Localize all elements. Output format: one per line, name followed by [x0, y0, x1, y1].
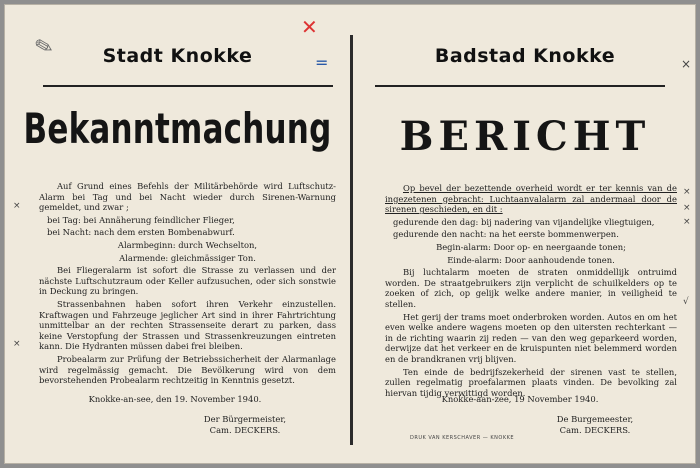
- paragraph: Strassenbahnen haben sofort ihren Verkehr einzustellen. Kraftwagen und Fahrzeuge jeglicher Art sind in ihrer Fahrtrichtung unmittelbar an der rechten Strassenseite derart zu parken, dass keine Verstopfung der Strassen und Strassenkreuzungen eintreten kann. Die Hydranten müssen dabei frei bleiben.: [39, 298, 336, 352]
- poster: [4, 4, 696, 464]
- margin-cross-icon: ×: [13, 201, 21, 211]
- paragraph: Bij luchtalarm moeten de straten onmiddellijk ontruimd worden. De straatgebruikers zijn verplicht de schuilkelders op te zoeken of zich, op gelijk welke andere manier, in veiligheid te stellen.: [385, 267, 677, 309]
- title-rule: [43, 85, 333, 87]
- printer-imprint: DRUK VAN KERSCHAVER — KNOKKE: [410, 435, 515, 441]
- paragraph: Probealarm zur Prüfung der Betriebssicherheit der Alarmanlage wird regelmässig gemacht. Die Bevölkerung wird von dem bevorstehenden Probealarm rechtzeitig in Kenntnis gesetzt.: [39, 353, 336, 386]
- panel-divider: [350, 35, 353, 445]
- headline: BERICHT: [399, 113, 651, 160]
- paragraph: Op bevel der bezettende overheid wordt er ter kennis van de ingezetenen gebracht: Luchtaanvalalarm zal andermaal door de sirenen geschieden, en dit :: [385, 183, 677, 215]
- paragraph: Bei Fliegeralarm ist sofort die Strasse zu verlassen und der nächste Luftschutzraum oder Keller aufzusuchen, oder sich sonstwie in Deckung zu bringen.: [39, 265, 336, 297]
- paragraph: bei Nacht: nach dem ersten Bombenabwurf.: [47, 227, 235, 238]
- blue-equals-icon: =: [315, 53, 329, 72]
- signature-name: Cam. DECKERS.: [209, 425, 281, 435]
- paragraph: Alarmbeginn: durch Wechselton,: [117, 239, 258, 250]
- notice-body: [385, 183, 677, 400]
- margin-cross-icon: ×: [683, 217, 691, 227]
- margin-check-icon: √: [683, 297, 689, 307]
- city-title: Stadt Knokke: [102, 45, 253, 67]
- paragraph: Auf Grund eines Befehls der Militärbehörde wird Luftschutz-Alarm bei Tag und bei Nacht wieder durch Sirenen-Warnung gemeldet, und zwar ;: [39, 181, 336, 213]
- paragraph: Einde-alarm: Door aanhoudende tonen.: [447, 254, 615, 265]
- red-cross-icon: ✕: [301, 15, 318, 39]
- paragraph: Het gerij der trams moet onderbroken worden. Autos en om het even welke andere wagens moeten op den uitersten rechterkant — in de richting waarin zij reden — van den weg geparkeerd worden, derwijze dat het verkeer en de kruispunten niet belemmerd worden en de brandkranen vrij blijven.: [385, 311, 677, 364]
- date-line: Knokke-an-see, den 19. November 1940.: [88, 394, 262, 404]
- margin-cross-icon: ×: [681, 57, 692, 71]
- margin-cross-icon: ×: [13, 339, 21, 349]
- notice-body: [39, 181, 336, 388]
- paragraph: gedurende den nacht: na het eerste bommenwerpen.: [393, 229, 619, 240]
- headline: Bekanntmachung: [23, 105, 332, 154]
- signature-title: Der Bürgermeister,: [203, 414, 287, 424]
- city-title: Badstad Knokke: [434, 45, 616, 67]
- signature-name: Cam. DECKERS.: [559, 425, 631, 435]
- margin-cross-icon: ×: [683, 187, 691, 197]
- date-line: Knokke-aan-zee, 19 November 1940.: [441, 394, 599, 404]
- german-notice: [5, 5, 350, 463]
- dutch-notice: [355, 5, 695, 463]
- signature-title: De Burgemeester,: [556, 414, 634, 424]
- paragraph: Alarmende: gleichmässiger Ton.: [119, 252, 256, 263]
- margin-cross-icon: ×: [683, 203, 691, 213]
- paragraph: gedurende den dag: bij nadering van vijandelijke vliegtuigen,: [393, 216, 655, 227]
- pencil-scribble-icon: ✎: [32, 33, 57, 62]
- paragraph: Ten einde de bedrijfszekerheid der sirenen vast te stellen, zullen regelmatig proefalarmen plaats vinden. De bevolking zal hiervan tijdig verwittigd worden.: [385, 366, 677, 398]
- paragraph: Begin-alarm: Door op- en neergaande tonen;: [436, 241, 626, 252]
- paragraph: bei Tag: bei Annäherung feindlicher Flieger,: [47, 214, 235, 225]
- title-rule: [375, 85, 665, 87]
